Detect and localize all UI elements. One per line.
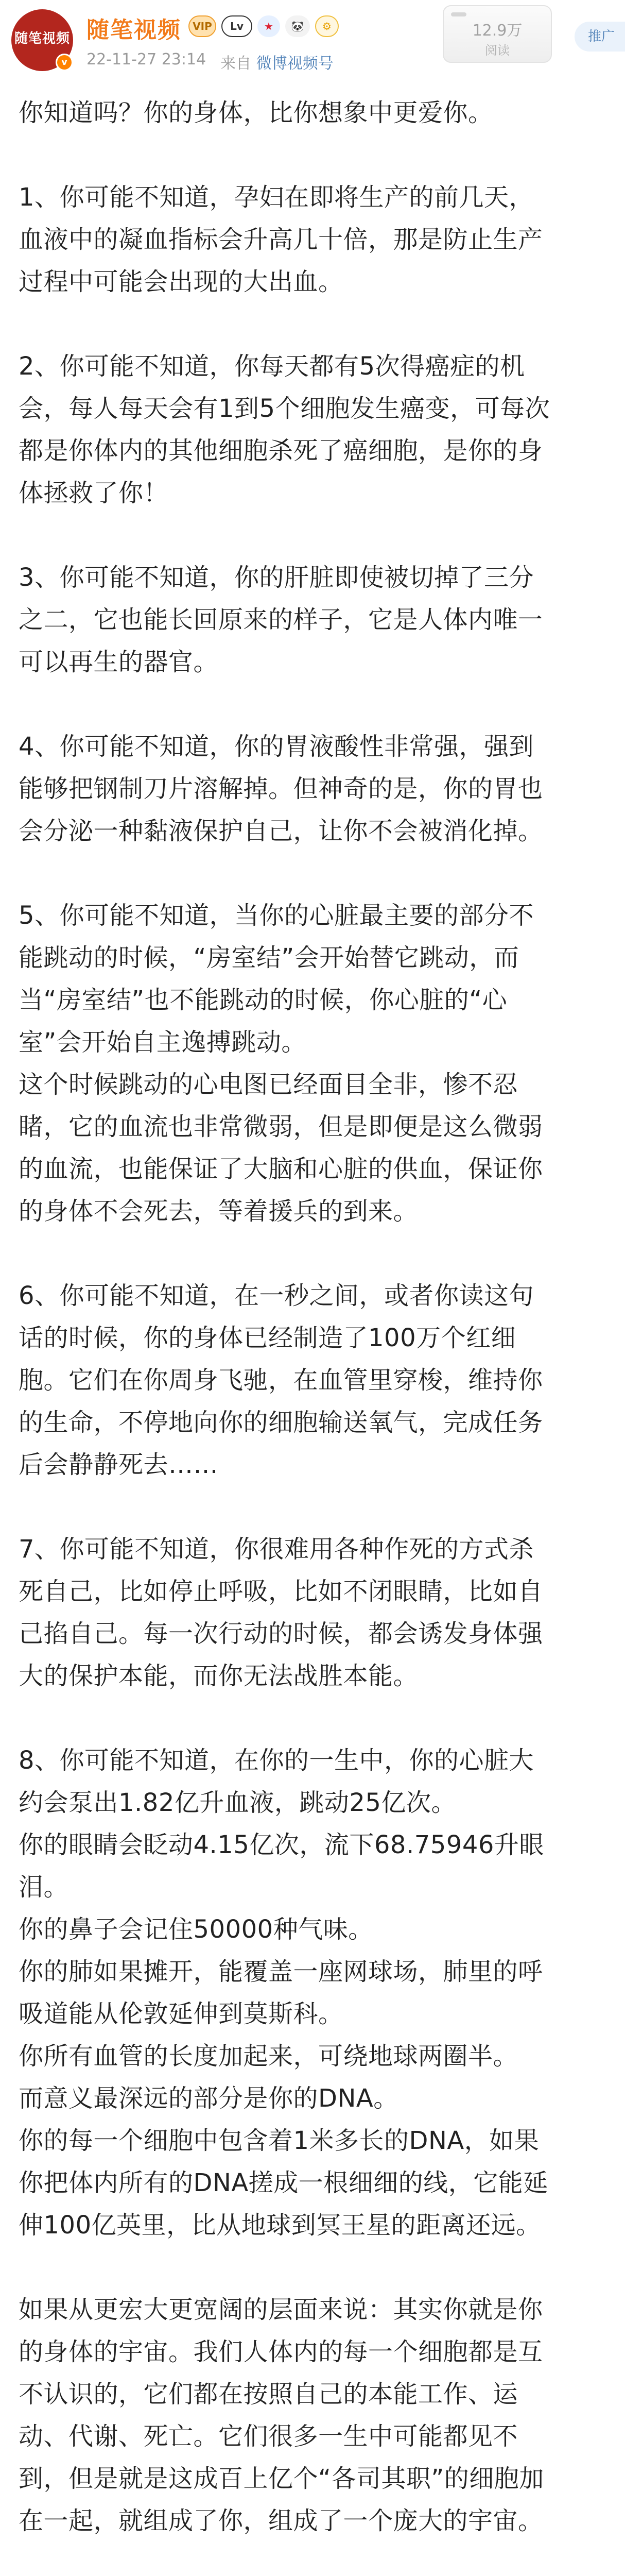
paragraph-line: 6、你可能不知道，在一秒之间，或者你读这句 — [19, 1281, 534, 1310]
post-paragraph — [19, 1528, 616, 1697]
paragraph-line: 4、你可能不知道，你的胃液酸性非常强，强到 — [19, 732, 534, 761]
paragraph-line: 的生命，不停地向你的细胞输送氧气，完成任务 — [19, 1408, 543, 1437]
paragraph-line: 后会静静死去…… — [19, 1450, 219, 1479]
post-meta — [86, 50, 334, 73]
post-paragraph — [19, 92, 616, 134]
paragraph-line: 体拯救了你！ — [19, 479, 169, 507]
paragraph-line: 你把体内所有的DNA搓成一根细细的线，它能延 — [19, 2168, 548, 2197]
paragraph-line: 死自己，比如停止呼吸，比如不闭眼睛，比如自 — [19, 1577, 543, 1606]
level-badge-icon[interactable]: Lv — [221, 15, 252, 37]
gear-badge-icon[interactable]: ⚙ — [315, 15, 339, 37]
post-paragraph — [19, 894, 616, 1232]
post-paragraph — [19, 2289, 616, 2542]
paragraph-line: 你的眼睛会眨动4.15亿次，流下68.75946升眼 — [19, 1831, 544, 1859]
paragraph-line: 能跳动的时候，“房室结”会开始替它跳动，而 — [19, 943, 519, 972]
post-paragraph — [19, 1275, 616, 1486]
paragraph-line: 1、你可能不知道，孕妇在即将生产的前几天， — [19, 183, 534, 212]
paragraph-line: 的身体的宇宙。我们人体内的每一个细胞都是互 — [19, 2337, 543, 2366]
post-paragraph — [19, 345, 616, 514]
post-paragraph — [19, 176, 616, 303]
paragraph-line: 泪。 — [19, 1873, 69, 1902]
views-counter — [443, 5, 552, 63]
source-prefix: 来自 — [220, 55, 252, 73]
views-count: 12.9万 — [472, 22, 523, 40]
paragraph-line: 能够把钢制刀片溶解掉。但神奇的是，你的胃也 — [19, 774, 543, 803]
paragraph-line: 动、代谢、死亡。它们很多一生中可能都见不 — [19, 2422, 518, 2451]
paragraph-line: 都是你体内的其他细胞杀死了癌细胞，是你的身 — [19, 436, 543, 465]
paragraph-line: 的身体不会死去，等着援兵的到来。 — [19, 1197, 419, 1226]
source-link[interactable]: 微博视频号 — [256, 55, 334, 73]
paragraph-line: 伸100亿英里，比从地球到冥王星的距离还远。 — [19, 2211, 541, 2240]
paragraph-line: 话的时候，你的身体已经制造了100万个红细 — [19, 1324, 516, 1352]
paragraph-line: 当“房室结”也不能跳动的时候，你心脏的“心 — [19, 986, 508, 1014]
paragraph-line: 睹，它的血流也非常微弱，但是即便是这么微弱 — [19, 1112, 543, 1141]
avatar-logo-text: 随笔视频 — [14, 31, 70, 46]
user-badges — [188, 13, 339, 39]
paragraph-line: 而意义最深远的部分是你的DNA。 — [19, 2084, 398, 2113]
post-paragraph — [19, 556, 616, 683]
flag-badge-icon[interactable]: ★ — [257, 15, 280, 37]
paragraph-line: 你的肺如果摊开，能覆盖一座网球场，肺里的呼 — [19, 1957, 543, 1986]
post-paragraph — [19, 725, 616, 852]
paragraph-line: 5、你可能不知道，当你的心脏最主要的部分不 — [19, 901, 534, 930]
paragraph-line: 血液中的凝血指标会升高几十倍，那是防止生产 — [19, 225, 543, 254]
post-body — [19, 92, 616, 2576]
paragraph-line: 吸道能从伦敦延伸到莫斯科。 — [19, 1999, 343, 2028]
paragraph-line: 你所有血管的长度加起来，可绕地球两圈半。 — [19, 2042, 518, 2071]
paragraph-line: 到，但是就是这成百上亿个“各司其职”的细胞加 — [19, 2464, 544, 2493]
paragraph-line: 会分泌一种黏液保护自己，让你不会被消化掉。 — [19, 817, 543, 845]
post-timestamp: 22-11-27 23:14 — [86, 50, 206, 69]
paragraph-line: 不认识的，它们都在按照自己的本能工作、运 — [19, 2380, 518, 2409]
paragraph-line: 你的鼻子会记住50000种气味。 — [19, 1915, 373, 1944]
paragraph-line: 大的保护本能，而你无法战胜本能。 — [19, 1662, 419, 1690]
verified-icon: v — [56, 54, 73, 71]
paragraph-line: 之二，它也能长回原来的样子，它是人体内唯一 — [19, 605, 543, 634]
paragraph-line: 室”会开始自主逸搏跳动。 — [19, 1028, 306, 1057]
paragraph-line: 这个时候跳动的心电图已经面目全非，惨不忍 — [19, 1070, 518, 1099]
paragraph-line: 可以再生的器官。 — [19, 648, 219, 676]
views-decoration — [451, 12, 466, 16]
promote-button[interactable]: 推广 — [575, 22, 625, 52]
paragraph-line: 会，每人每天会有1到5个细胞发生癌变，可每次 — [19, 394, 550, 423]
paragraph-line: 2、你可能不知道，你每天都有5次得癌症的机 — [19, 352, 525, 381]
paragraph-line: 你的每一个细胞中包含着1米多长的DNA，如果 — [19, 2126, 540, 2155]
paragraph-line: 约会泵出1.82亿升血液，跳动25亿次。 — [19, 1788, 456, 1817]
paragraph-line: 胞。它们在你周身飞驰，在血管里穿梭，维持你 — [19, 1366, 543, 1395]
author-name[interactable]: 随笔视频 — [86, 17, 181, 43]
paragraph-line: 在一起，就组成了你，组成了一个庞大的宇宙。 — [19, 2506, 543, 2535]
paragraph-line: 如果从更宏大更宽阔的层面来说：其实你就是你 — [19, 2295, 543, 2324]
post-header — [0, 0, 625, 98]
views-label: 阅读 — [485, 43, 510, 58]
paragraph-line: 8、你可能不知道，在你的一生中，你的心脏大 — [19, 1746, 534, 1775]
paragraph-line: 你知道吗？你的身体，比你想象中更爱你。 — [19, 98, 493, 127]
paragraph-line: 过程中可能会出现的大出血。 — [19, 267, 343, 296]
paragraph-line: 己掐自己。每一次行动的时候，都会诱发身体强 — [19, 1619, 543, 1648]
post-paragraph — [19, 1739, 616, 2246]
panda-badge-icon[interactable]: 🐼 — [285, 15, 310, 37]
paragraph-line: 的血流，也能保证了大脑和心脏的供血，保证你 — [19, 1155, 543, 1183]
vip-badge-icon[interactable]: VIP — [188, 15, 216, 37]
paragraph-line: 3、你可能不知道，你的肝脏即使被切掉了三分 — [19, 563, 534, 592]
paragraph-line: 7、你可能不知道，你很难用各种作死的方式杀 — [19, 1535, 534, 1564]
